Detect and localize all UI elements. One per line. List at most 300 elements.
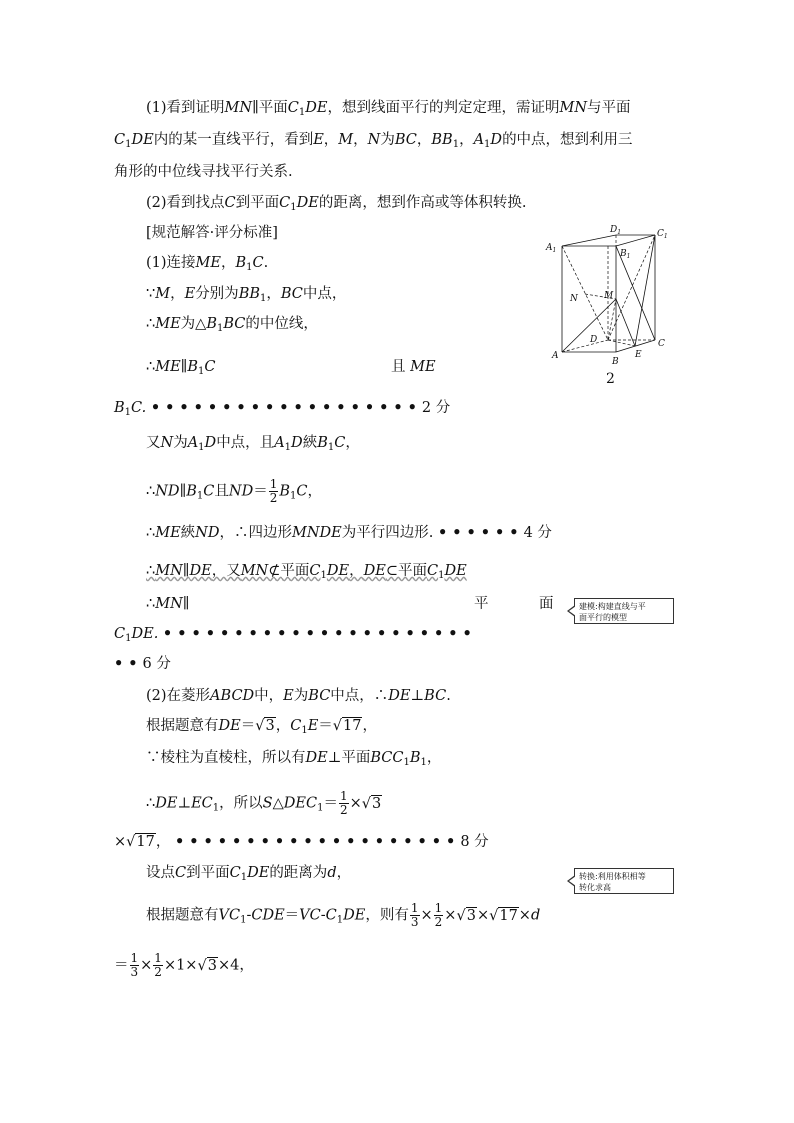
text: ∴: [146, 563, 156, 579]
fraction-denominator: 2: [154, 965, 162, 979]
radicand: 3: [466, 907, 476, 924]
text: ，: [426, 750, 442, 766]
leader-dots: •••••••••••••••••••: [150, 399, 422, 416]
edge-B1C1: [616, 235, 655, 246]
callout-pointer-fill: [569, 876, 576, 886]
text: 1: [290, 202, 297, 213]
text: ×: [518, 907, 531, 924]
text: d: [327, 865, 337, 881]
text: ，∴四边形: [219, 525, 292, 541]
text: ，: [170, 286, 185, 302]
text: BC: [394, 132, 417, 148]
text: BC: [424, 688, 447, 704]
callout-text: 转换:利用体积相等: [579, 872, 646, 881]
leader-dots: ••••••••••••••••••••: [174, 833, 461, 850]
score-label: 8 分: [460, 834, 489, 850]
text: C: [287, 100, 299, 116]
text: ，所以: [219, 795, 263, 812]
text: ＝: [240, 718, 256, 734]
callout-text: 面平行的模型: [579, 613, 627, 622]
hidden-edge-AD: [562, 340, 608, 352]
radicand: 3: [371, 795, 382, 812]
text: 又: [146, 435, 161, 451]
solution-line-4a: [146, 357, 216, 377]
text: d: [530, 907, 541, 924]
text: 1: [336, 914, 344, 926]
fraction-numerator: 1: [410, 901, 419, 915]
text: ，想到线面平行的判定定理，需证明: [327, 100, 560, 116]
text: ME: [195, 255, 221, 271]
text: 到平面: [186, 865, 230, 881]
text: ，则有: [365, 907, 409, 924]
solution-line-5: [114, 398, 450, 418]
sqrt: √3: [255, 718, 275, 734]
text: ，: [155, 834, 171, 850]
text: B: [317, 435, 328, 451]
text: DE: [218, 718, 241, 734]
text: C: [290, 718, 302, 734]
text: 为: [380, 132, 395, 148]
solution2-line-4: [146, 790, 382, 817]
score-label: 6 分: [142, 656, 171, 672]
text: B: [409, 750, 421, 766]
text: ∵: [146, 286, 156, 302]
text: 中，: [254, 688, 284, 704]
text: 根据题意有: [146, 718, 219, 734]
solution-line-9: [146, 561, 467, 581]
radicand: 3: [265, 718, 275, 734]
text: 为平行四边形.: [341, 525, 434, 541]
label-D: D: [590, 335, 598, 345]
text: 1: [240, 914, 247, 926]
fraction: [153, 952, 163, 979]
text: 1: [298, 107, 306, 118]
text: M: [155, 286, 171, 302]
text: ×: [476, 907, 490, 924]
sqrt: √3: [197, 957, 217, 974]
text: ME: [155, 525, 181, 541]
text: 1: [484, 139, 491, 150]
text: C: [325, 907, 337, 924]
label-A: A: [552, 351, 559, 361]
fraction-denominator: 2: [434, 915, 443, 929]
text: 角形的中位线寻找平行关系.: [114, 164, 293, 180]
text: 的距离为: [269, 865, 328, 881]
text: ⊂平面: [385, 563, 427, 579]
text: 1: [403, 757, 410, 768]
text: C: [309, 563, 321, 579]
solution2-line-5: [114, 832, 489, 852]
text: .: [263, 255, 269, 271]
text: 綊: [180, 525, 196, 541]
solution-line-1: [146, 253, 268, 273]
text: C: [114, 626, 126, 642]
text: A: [187, 435, 199, 451]
text: ×: [349, 795, 362, 812]
label-N: N: [570, 294, 578, 304]
text: (2)看到找点: [146, 195, 225, 211]
leader-dots: ••: [114, 655, 143, 672]
sqrt: √17: [489, 907, 518, 924]
hidden-line-DE: [608, 340, 635, 346]
text: ∵棱柱为直棱柱，所以有: [146, 750, 306, 766]
text: 面: [539, 596, 554, 612]
text: 到平面: [235, 195, 280, 211]
label-A1: $A_1$: [546, 243, 557, 254]
text: ∴: [146, 525, 156, 541]
text: 且: [214, 483, 229, 500]
sqrt: √17: [332, 718, 362, 734]
text: 根据题意有: [146, 907, 219, 924]
text: 为: [293, 688, 309, 704]
intro-line-3: [114, 162, 293, 182]
callout-modeling: [574, 598, 674, 624]
text: 为△: [180, 316, 207, 332]
fraction-numerator: 1: [339, 789, 348, 803]
text: ME: [410, 359, 436, 375]
hidden-line-A1D: [562, 246, 608, 340]
text: 在菱形: [166, 688, 211, 704]
radicand: 3: [207, 957, 217, 974]
fraction: [130, 952, 140, 979]
text: MN: [224, 100, 253, 116]
text: ，: [362, 718, 377, 734]
radicand: 17: [136, 834, 155, 850]
text: B: [186, 483, 197, 500]
solution-line-10b: [474, 594, 489, 614]
solution-line-8: [146, 523, 552, 543]
text: A: [473, 132, 485, 148]
text: B: [187, 359, 199, 375]
text: MNDE: [292, 525, 342, 541]
text: ∥: [179, 483, 187, 500]
text: C: [204, 359, 216, 375]
text: ND: [228, 483, 254, 500]
text: 中点，∴: [330, 688, 389, 704]
text: E: [184, 286, 196, 302]
text: DE.: [131, 626, 159, 642]
text: ∴: [146, 596, 156, 612]
text: ＝: [114, 957, 129, 974]
text: BC: [223, 316, 246, 332]
text: 1: [284, 442, 292, 453]
text: CDE: [251, 907, 285, 924]
text: MN: [240, 563, 269, 579]
text: ×: [140, 957, 153, 974]
solution2-line-2: [146, 716, 377, 736]
callout-pointer-fill: [569, 606, 576, 616]
text: 中点，且: [216, 435, 275, 451]
text: B: [279, 483, 291, 500]
text: VC: [218, 907, 241, 924]
fraction-denominator: 2: [269, 491, 278, 505]
fraction-denominator: 3: [410, 915, 419, 929]
text: ×: [420, 907, 433, 924]
radicand: 17: [499, 907, 518, 924]
text: (2): [146, 688, 167, 704]
text: DE: [444, 563, 467, 579]
text: ×: [444, 907, 457, 924]
text: ⊥: [410, 688, 425, 704]
line-ME: [616, 299, 635, 346]
text: ME: [155, 359, 181, 375]
text: C: [296, 483, 308, 500]
text: ，: [275, 718, 291, 734]
text: 1: [320, 570, 327, 581]
text: ×: [114, 834, 127, 850]
text: M: [338, 132, 354, 148]
text: C: [203, 483, 215, 500]
text: VC: [299, 907, 321, 924]
prism-figure: [540, 222, 680, 392]
solution2-line-1: [146, 686, 451, 706]
fraction-numerator: 1: [434, 901, 443, 915]
intro-line-1: [146, 98, 631, 118]
solution-line-7: [146, 478, 322, 505]
line-B1C: [616, 246, 655, 340]
solution-line-12: [114, 654, 171, 674]
text: -: [246, 907, 252, 924]
text: 1: [246, 262, 253, 273]
solution2-line-6: [146, 863, 351, 883]
text: 1: [260, 293, 267, 304]
text: ABCD: [210, 688, 255, 704]
text: 1: [216, 323, 224, 334]
text: ，: [307, 483, 323, 500]
text: B: [206, 316, 217, 332]
label-B: B: [612, 357, 619, 367]
solution-line-2: [146, 284, 346, 304]
text: ×1×: [163, 957, 198, 974]
text: N: [367, 132, 381, 148]
text: 的距离，想到作高或等体积转换.: [318, 195, 527, 211]
text: BC: [280, 286, 303, 302]
text: DE: [247, 865, 270, 881]
text: DE: [131, 132, 154, 148]
text: ∴: [146, 795, 156, 812]
text: DE: [189, 563, 212, 579]
fraction: [339, 790, 349, 817]
text: E: [307, 718, 319, 734]
text: DE: [155, 795, 178, 812]
text: ∴: [146, 483, 156, 500]
text: MN: [155, 563, 183, 579]
solution-line-10a: [146, 594, 189, 614]
solution2-line-7: [146, 902, 540, 929]
text: ，: [220, 255, 236, 271]
text: 1: [420, 757, 427, 768]
text: 1: [327, 442, 335, 453]
text: C.: [131, 400, 147, 416]
label-B1: $B_1$: [620, 249, 631, 260]
solution2-line-8: [114, 952, 254, 979]
solution-line-3: [146, 314, 318, 334]
text: .: [446, 688, 451, 704]
text: ，: [416, 132, 432, 148]
text: B: [114, 400, 125, 416]
section-heading: [146, 223, 278, 243]
score-label: 4 分: [523, 525, 552, 541]
text: BCC: [370, 750, 404, 766]
text: D: [204, 435, 217, 451]
text: 1: [196, 490, 204, 502]
fraction-numerator: 1: [154, 951, 162, 965]
callout-text: 建模:构建直线与平: [579, 602, 646, 611]
text: 1: [240, 872, 248, 883]
text: 1: [212, 802, 220, 814]
text: 1: [125, 139, 132, 150]
text: C: [279, 195, 291, 211]
fraction-numerator: 1: [130, 951, 139, 965]
text: ，: [459, 132, 474, 148]
text: ＝: [318, 718, 333, 734]
text: ∥: [182, 563, 190, 579]
edge-A1D1: [562, 235, 616, 246]
text: BB: [431, 132, 453, 148]
prism-diagram: [540, 222, 680, 392]
text: ⊄平面: [268, 563, 310, 579]
text: DE: [388, 688, 411, 704]
text: 设点: [146, 865, 175, 881]
text: ∴: [146, 359, 156, 375]
label-D1: $D_1$: [610, 225, 622, 236]
text: 内的某一直线平行，看到: [153, 132, 314, 148]
text: ＝: [323, 795, 338, 812]
text: 1: [125, 633, 132, 644]
text: 綊: [302, 435, 318, 451]
fraction: [410, 902, 420, 929]
text: BC: [308, 688, 331, 704]
text: ∥: [182, 596, 190, 612]
text: ，: [323, 132, 339, 148]
text: E: [283, 688, 294, 704]
fraction-numerator: 1: [269, 477, 278, 491]
sqrt: √3: [361, 795, 382, 812]
text: D: [291, 435, 303, 451]
text: 平: [474, 596, 489, 612]
text: ＝: [253, 483, 268, 500]
callout-conversion: [574, 868, 674, 894]
text: DE: [296, 195, 319, 211]
text: D: [490, 132, 503, 148]
text: S: [262, 795, 273, 812]
leader-dots: ••••••••••••••••••••••: [162, 625, 477, 642]
text: 1: [198, 442, 205, 453]
text: ，: [336, 865, 352, 881]
text: ×4，: [217, 957, 254, 974]
hidden-line-DC1: [608, 235, 655, 340]
text: 1: [124, 407, 132, 418]
leader-dots: ••••••: [437, 524, 524, 541]
text: C: [224, 195, 236, 211]
text: △: [272, 795, 284, 812]
text: N: [160, 435, 174, 451]
text: DE: [363, 563, 386, 579]
solution-line-11: [114, 624, 477, 644]
line-EC1: [635, 235, 655, 346]
text: 与平面: [587, 100, 631, 116]
solution2-line-3: [146, 748, 441, 768]
text: C: [175, 865, 187, 881]
text: C: [252, 255, 264, 271]
fraction: [269, 478, 279, 505]
label-C: C: [658, 339, 665, 349]
text: -: [320, 907, 326, 924]
callout-text: 转化求高: [579, 883, 611, 892]
intro-line-2: [114, 130, 633, 150]
text: (1)看到证明: [146, 100, 225, 116]
text: ∴: [146, 316, 156, 332]
text: DE: [305, 750, 328, 766]
solution-line-10c: [539, 594, 554, 614]
text: BB: [238, 286, 260, 302]
fraction-denominator: 2: [339, 803, 348, 817]
text: 1: [301, 725, 308, 736]
text: 且: [391, 359, 406, 375]
text: (1)连接: [146, 255, 196, 271]
text: 中点，: [302, 286, 347, 302]
text: ∥: [180, 359, 188, 375]
text: 1: [452, 139, 460, 150]
text: ∥平面: [252, 100, 288, 116]
text: 1: [290, 490, 297, 502]
score-label: 2 分: [421, 400, 451, 416]
text: ⊥平面: [327, 750, 371, 766]
text: EC: [191, 795, 213, 812]
text: DE: [305, 100, 328, 116]
text: C: [426, 563, 439, 579]
text: ＝: [284, 907, 300, 924]
text: A: [274, 435, 285, 451]
text: B: [235, 255, 247, 271]
text: DEC: [283, 795, 318, 812]
figure-caption: 2: [606, 371, 615, 387]
text: E: [313, 132, 324, 148]
text: ，又: [211, 563, 241, 579]
text: 的中点，想到利用三: [502, 132, 633, 148]
text: 为: [173, 435, 188, 451]
text: C: [229, 865, 241, 881]
text: ，: [349, 563, 364, 579]
solution-line-6: [146, 433, 360, 453]
text: DE: [326, 563, 350, 579]
sqrt: √3: [456, 907, 476, 924]
text: ，: [266, 286, 281, 302]
fraction-denominator: 3: [130, 965, 139, 979]
text: 分别为: [195, 286, 239, 302]
text: 的中位线，: [245, 316, 318, 332]
text: ND: [155, 483, 180, 500]
fraction: [434, 902, 444, 929]
text: MN: [155, 596, 183, 612]
label-M: M: [604, 291, 614, 301]
sqrt: √17: [126, 834, 155, 850]
radicand: 17: [343, 718, 362, 734]
solution-line-4b: [391, 357, 436, 377]
text: C: [334, 435, 346, 451]
label-E: E: [635, 350, 642, 360]
text: ND: [195, 525, 220, 541]
text: DE: [343, 907, 366, 924]
text: ，: [353, 132, 368, 148]
label-C1: $C_1$: [657, 229, 668, 240]
text: ⊥: [177, 795, 192, 812]
text: C: [114, 132, 126, 148]
text: ME: [155, 316, 181, 332]
text: [规范解答·评分标准]: [146, 225, 278, 241]
text: 1: [198, 366, 205, 377]
text: 1: [438, 570, 445, 581]
